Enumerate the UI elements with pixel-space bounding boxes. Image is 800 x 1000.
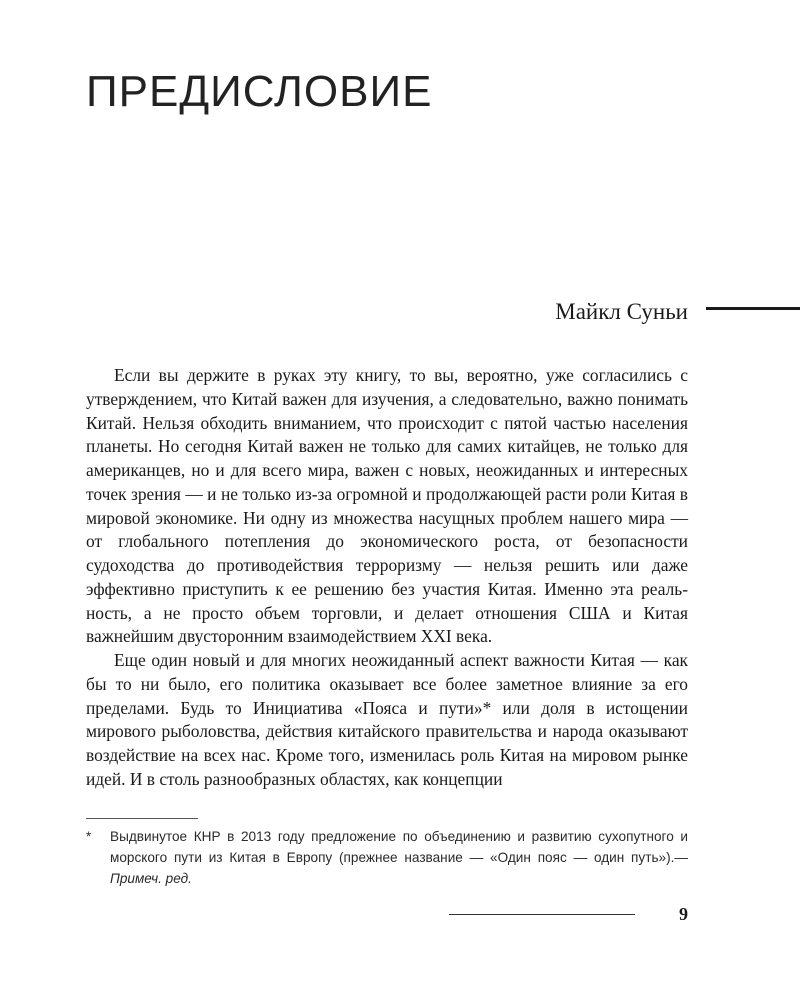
footnote-rule	[86, 818, 198, 819]
page-number-rule	[449, 914, 635, 915]
paragraph: Если вы держите в руках эту книгу, то вы, вероятно, уже согласились с утверждением, что Китай важен для изучения, а следовательно, важно понимать Китай. Нельзя обходить вниманием, что происходит с пятой частью населения планеты. Но сегодня Китай важен не только для самих китайцев, не только для американцев, но и для всего мира, важен с новых, неожиданных и интересных точек зрения — и не только из-за огромной и продолжающей расти роли Китая в мировой экономике. Ни одну из множества насущных проблем нашего мира — от глобального потепления до экономического роста, от безопасности судоходства до противодействия терроризму — нельзя решить или даже эффективно приступить к ее решению без участия Китая. Именно эта реальность, а не просто объем торговли, и делает отношения США и Китая важнейшим двусторонним взаимодействием XXI века.	[86, 365, 688, 647]
chapter-title: ПРЕДИСЛОВИЕ	[86, 67, 433, 116]
body-text	[86, 364, 688, 792]
author-rule	[706, 307, 800, 310]
paragraph: Еще один новый и для многих неожиданный аспект важности Китая — как бы то ни было, его политика оказывает все более заметное влияние за его пределами. Будь то Инициатива «Пояса и пути»* или доля в истощении мирового рыболовства, действия китайского правительства и народа оказывают воздействие на всех нас. Кроме того, изменилась роль Китая на мировом рынке идей. И в столь разнообразных областях, как концепции	[86, 650, 688, 789]
footnote-body: Выдвинутое КНР в 2013 году предложение по объединению и развитию сухопутного и морского пути из Китая в Европу (прежнее название — «Один пояс — один путь»).—	[110, 829, 688, 865]
page-number: 9	[679, 904, 688, 924]
footnote-marker: *	[86, 829, 92, 844]
chapter-author: Майкл Суньи	[555, 299, 688, 324]
footnote-editor-note: Примеч. ред.	[110, 871, 192, 886]
footnote-text	[110, 826, 688, 889]
footnote	[86, 826, 688, 889]
